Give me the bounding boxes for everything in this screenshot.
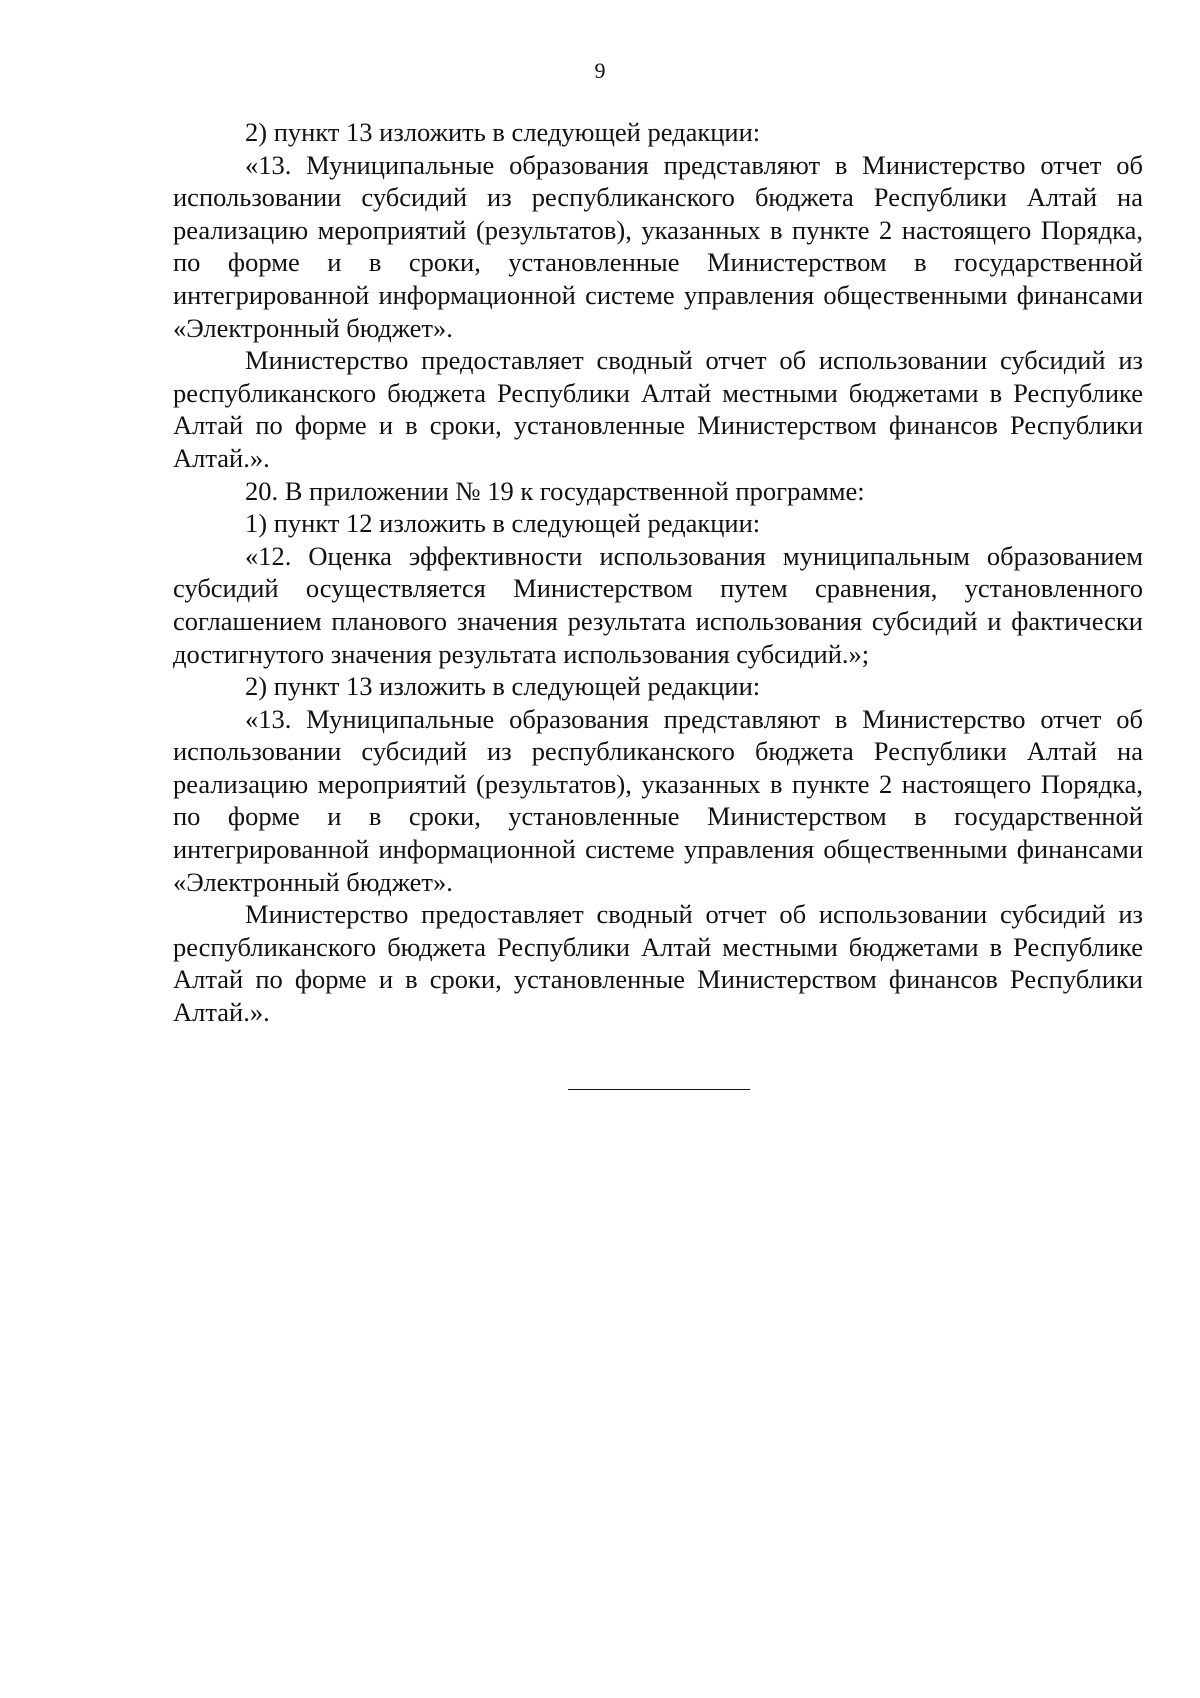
paragraph-item-2-point-13-second: 2) пункт 13 изложить в следующей редакции: (245, 671, 761, 702)
document-body (173, 116, 1143, 1029)
paragraph-item-2-point-13: 2) пункт 13 изложить в следующей редакции: (245, 117, 761, 147)
paragraph-ministry-summary-report-second: Министерство предоставляет сводный отчет об использовании субсидий из республиканского бюджета Республики Алтай местными бюджетами в Республике Алтай по форме и в сроки, установленные Министерством финансов Республики Алтай.». (173, 899, 1143, 1028)
paragraph-point-13-report-second: «13. Муниципальные образования представляют в Министерство отчет об использовании субсидий из республиканского бюджета Республики Алтай на реализацию мероприятий (результатов), указанных в пункте 2 настоящего Порядка, по форме и в сроки, установленные Министерством в государственной интегрированной информационной системе управления общественными финансами «Электронный бюджет». (173, 703, 1143, 897)
paragraph-section-20: 20. В приложении № 19 к государственной программе: (245, 475, 865, 506)
paragraph-point-13-report: «13. Муниципальные образования представляют в Министерство отчет об использовании субсидий из республиканского бюджета Республики Алтай на реализацию мероприятий (результатов), указанных в пункте 2 настоящего Порядка, по форме и в сроки, установленные Министерством в государственной интегрированной информационной системе управления общественными финансами «Электронный бюджет». (173, 149, 1143, 343)
paragraph-item-1-point-12: 1) пункт 12 изложить в следующей редакции: (245, 508, 761, 539)
end-of-text-divider (568, 1089, 750, 1090)
paragraph-point-12-evaluation: «12. Оценка эффективности использования муниципальным образованием субсидий осуществляется Министерством путем сравнения, установленного соглашением планового значения результата использования субсидий и фактически достигнутого значения результата использования субсидий.»; (173, 540, 1143, 669)
paragraph-ministry-summary-report: Министерство предоставляет сводный отчет об использовании субсидий из республиканского бюджета Республики Алтай местными бюджетами в Республике Алтай по форме и в сроки, установленные Министерством финансов Республики Алтай.». (173, 345, 1143, 473)
page-number: 9 (594, 58, 606, 83)
